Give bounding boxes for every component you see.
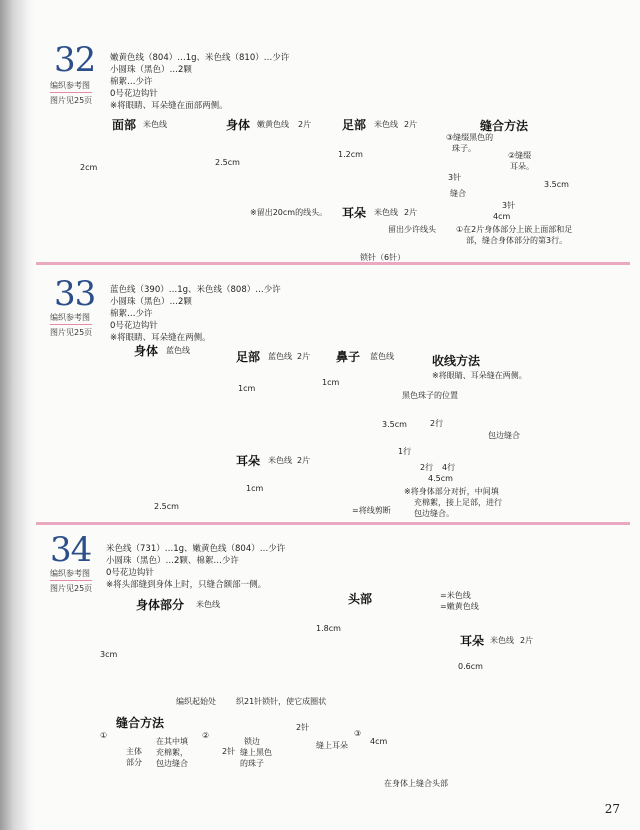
- sewing-step: ②: [202, 731, 210, 740]
- face-title: 面部: [112, 118, 137, 132]
- finish-label: 4行: [442, 463, 456, 472]
- materials-34: [106, 543, 285, 591]
- ear-label-32a: 留出少许线头: [388, 225, 436, 234]
- cut-legend: =将线剪断: [352, 506, 391, 515]
- materials-33: [110, 284, 281, 344]
- foot-title-32: 足部: [342, 118, 367, 132]
- svg-text:× × ×: × × ×: [165, 372, 188, 380]
- body-size-32: 2.5cm: [215, 158, 240, 167]
- svg-text:× ×: × ×: [200, 426, 214, 434]
- sewing-note-32a: ①在2片身体部分上嵌上面部和足: [456, 225, 573, 234]
- ref-label-line1: 编织参考图: [50, 312, 92, 325]
- foot-count-33: 2片: [297, 352, 311, 361]
- body-chain-34: 织21针锁针，使它成圈状: [236, 697, 327, 706]
- material-line: ※将眼睛、耳朵缝在面部两侧。: [110, 101, 228, 111]
- nose-color-33: 蓝色线: [370, 352, 394, 361]
- body-color-33: 蓝色线: [166, 346, 190, 355]
- sewing-label: 2针: [296, 723, 310, 732]
- finish-label: 包边缝合: [488, 431, 520, 440]
- finish-note: 包边缝合。: [414, 509, 454, 518]
- foot-size-33: 1cm: [238, 384, 256, 393]
- finish-label: 2行: [420, 463, 434, 472]
- material-line: 蓝色线（390）…1g、米色线（808）…少许: [110, 285, 281, 295]
- sewing-label: 2针: [222, 747, 236, 756]
- materials-32: [110, 52, 289, 112]
- head-title-34: 头部: [348, 592, 373, 606]
- sewing-label: 3针: [448, 173, 462, 182]
- svg-text:× × × × × × × × × × × × × × ×: × × × × × × × × × × × × × × × × × ×: [120, 642, 264, 650]
- ref-label-32: [50, 80, 92, 106]
- sewing-label: 缝上耳朵: [316, 741, 348, 750]
- svg-text:× × ×: × × ×: [165, 474, 188, 482]
- section-divider: [36, 262, 630, 265]
- sewing-label: 缝上黑色: [240, 748, 272, 757]
- ear-count-32: 2片: [404, 208, 418, 217]
- ear-color-32: 米色线: [374, 208, 398, 217]
- foot-title-33: 足部: [236, 350, 261, 364]
- body-note-32: ※留出20cm的线头。: [250, 208, 328, 217]
- ear-count-33: 2片: [297, 456, 311, 465]
- svg-text:× ×: × ×: [160, 154, 174, 162]
- ref-label-line1: 编织参考图: [50, 80, 92, 93]
- page-number: 27: [604, 802, 620, 816]
- pattern-number-33: 33: [54, 274, 96, 314]
- svg-text:× × × ×: × × × ×: [118, 474, 149, 482]
- section-divider: [36, 522, 630, 525]
- material-line: 0号花边钩针: [110, 89, 158, 99]
- body-size-34: 3cm: [100, 650, 118, 659]
- sewing-label: 充棉絮，: [156, 748, 188, 757]
- sewing-label: 部分: [126, 758, 142, 767]
- material-line: 0号花边钩针: [110, 321, 158, 331]
- material-line: 小圆珠（黑色）…2颗、棉絮…少许: [106, 556, 239, 566]
- sewing-step: ③: [354, 729, 362, 738]
- finish-note-33: ※将眼睛、耳朵缝在两侧。: [432, 371, 527, 380]
- sewing-label: 主体: [126, 747, 142, 756]
- sewing-label: 4cm: [370, 737, 388, 746]
- sewing-title-32: 缝合方法: [480, 119, 529, 133]
- body-color-34: 米色线: [196, 600, 220, 609]
- foot-color-33: 蓝色线: [268, 352, 292, 361]
- svg-text:× ×: × ×: [160, 222, 174, 230]
- ear-title-33: 耳朵: [236, 454, 261, 468]
- sewing-label: 珠子。: [452, 144, 476, 153]
- nose-title-33: 鼻子: [336, 350, 361, 364]
- sewing-label: 在其中填: [156, 737, 188, 746]
- ear-title-34: 耳朵: [460, 634, 485, 648]
- material-line: 嫩黄色线（804）…1g、米色线（810）…少许: [110, 53, 290, 63]
- body-title-32: 身体: [226, 118, 251, 132]
- ear-size-34: 0.6cm: [458, 662, 483, 671]
- material-line: 0号花边钩针: [106, 568, 154, 578]
- finish-height-33: 3.5cm: [382, 420, 407, 429]
- sewing-label: 耳朵。: [510, 162, 534, 171]
- sewing-label: 3针: [502, 201, 516, 210]
- material-line: ※将眼睛、耳朵缝在两侧。: [110, 333, 211, 343]
- body-start-34: 编织起始处: [176, 697, 216, 706]
- foot-color-32: 米色线: [374, 120, 398, 129]
- ear-label-32b: 锁针（6针）: [360, 253, 406, 262]
- sewing-height-32: 3.5cm: [544, 180, 569, 189]
- finish-note: 充棉絮，接上足部，进行: [414, 498, 502, 507]
- face-color: 米色线: [143, 120, 167, 129]
- foot-size-32: 1.2cm: [338, 150, 363, 159]
- finish-label: 黑色珠子的位置: [402, 391, 458, 400]
- svg-text:× × ×: × × ×: [112, 154, 135, 162]
- body-title-33: 身体: [134, 344, 159, 358]
- sewing-label: 缝合: [450, 189, 466, 198]
- ear-color-33: 米色线: [268, 456, 292, 465]
- svg-text:× × × × × × × × × × × × × × ×: × × × × × × × × × × × × × × × × × ×: [120, 618, 264, 626]
- ref-label-34: [50, 568, 92, 594]
- head-legend-1: =米色线: [440, 591, 471, 600]
- svg-text:× × ×: × × ×: [120, 222, 143, 230]
- face-size: 2cm: [80, 163, 98, 172]
- body-title-34: 身体部分: [136, 598, 185, 612]
- ref-label-33: [50, 312, 92, 338]
- material-line: 棉絮…少许: [110, 77, 153, 87]
- sewing-label: ③缝缀黑色的: [446, 133, 494, 142]
- svg-text:×: ×: [180, 190, 186, 198]
- finish-width-33: 4.5cm: [428, 474, 453, 483]
- head-size-34: 1.8cm: [316, 624, 341, 633]
- material-line: ※将头部缝到身体上时，只缝合额部一侧。: [106, 580, 267, 590]
- sewing-label: 在身体上缝合头部: [384, 779, 448, 788]
- svg-text:×: ×: [108, 190, 114, 198]
- book-spine-shadow: [0, 0, 34, 830]
- finish-label: 1行: [398, 447, 412, 456]
- svg-text:× × × ×: × × × ×: [120, 372, 151, 380]
- sewing-title-34: 缝合方法: [116, 716, 165, 730]
- body-size-33: 2.5cm: [154, 502, 179, 511]
- ref-label-line1: 编织参考图: [50, 568, 92, 581]
- pattern-number-34: 34: [50, 530, 92, 570]
- head-legend-2: =嫩黄色线: [440, 602, 479, 611]
- ear-color-34: 米色线: [490, 636, 514, 645]
- nose-size-33: 1cm: [322, 378, 340, 387]
- ref-label-line2: 图片见25页: [50, 328, 93, 337]
- body-count-32: 2片: [298, 120, 312, 129]
- material-line: 米色线（731）…1g、嫩黄色线（804）…少许: [106, 544, 286, 554]
- ear-title-32: 耳朵: [342, 206, 367, 220]
- material-line: 小圆珠（黑色）…2颗: [110, 65, 192, 75]
- ref-label-line2: 图片见25页: [50, 96, 93, 105]
- finish-note: ※将身体部分对折，中间填: [404, 487, 499, 496]
- material-line: 棉絮…少许: [110, 309, 153, 319]
- ear-size-33: 1cm: [246, 484, 264, 493]
- material-line: 小圆珠（黑色）…2颗: [110, 297, 192, 307]
- sewing-label: 的珠子: [240, 759, 264, 768]
- sewing-label: 包边缝合: [156, 759, 188, 768]
- sewing-label: ②缝缀: [508, 151, 532, 160]
- svg-text:× ×: × ×: [100, 426, 114, 434]
- finish-title-33: 收线方法: [432, 354, 481, 368]
- ref-label-line2: 图片见25页: [50, 584, 93, 593]
- svg-text:× × × × × × × × × × × × × × ×: × × × × × × × × × × × × × × × × × ×: [120, 666, 264, 674]
- pattern-number-32: 32: [54, 40, 96, 80]
- finish-label: 2行: [430, 419, 444, 428]
- ear-count-34: 2片: [520, 636, 534, 645]
- sewing-width-32: 4cm: [493, 212, 511, 221]
- sewing-label: 锁边: [244, 737, 260, 746]
- sewing-note-32b: 部，缝合身体部分的第3行。: [466, 236, 568, 245]
- foot-count-32: 2片: [404, 120, 418, 129]
- body-color-32: 嫩黄色线: [257, 120, 289, 129]
- sewing-step: ①: [100, 731, 108, 740]
